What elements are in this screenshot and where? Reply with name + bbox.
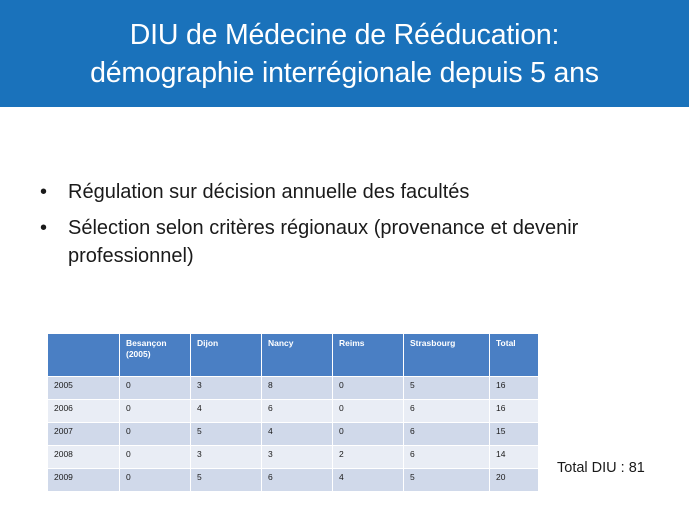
- table-cell: 2005: [48, 377, 120, 400]
- table-cell: 14: [490, 446, 539, 469]
- table-cell: 4: [262, 423, 333, 446]
- bullet-text: Régulation sur décision annuelle des facultés: [68, 181, 470, 203]
- header-cell-besancon: Besançon (2005): [120, 334, 191, 377]
- bullet-text: Sélection selon critères régionaux (provenance et devenir professionnel): [68, 217, 579, 267]
- table-row: [48, 377, 539, 400]
- bullet-dot-icon: •: [40, 181, 48, 203]
- title-bar: [0, 0, 689, 107]
- table-cell: 0: [333, 400, 404, 423]
- table-cell: 0: [120, 400, 191, 423]
- table-cell: 0: [333, 377, 404, 400]
- header-cell-reims: Reims: [333, 334, 404, 377]
- table-cell: 6: [262, 469, 333, 492]
- table-cell: 3: [191, 377, 262, 400]
- demography-table: [47, 333, 539, 492]
- table-header-row: [48, 334, 539, 377]
- table-cell: 3: [191, 446, 262, 469]
- table-cell: 6: [404, 423, 490, 446]
- table-cell: 8: [262, 377, 333, 400]
- bullet-list: [40, 178, 660, 278]
- table-cell: 6: [404, 400, 490, 423]
- slide-title-line-2: démographie interrégionale depuis 5 ans: [90, 56, 599, 89]
- header-cell-dijon: Dijon: [191, 334, 262, 377]
- table-cell: 16: [490, 400, 539, 423]
- total-diu-label: Total DIU : 81: [557, 460, 645, 476]
- table-cell: 0: [120, 446, 191, 469]
- table-cell: 5: [404, 377, 490, 400]
- table-cell: 20: [490, 469, 539, 492]
- table-row: [48, 423, 539, 446]
- table-cell: 6: [262, 400, 333, 423]
- header-cell-nancy: Nancy: [262, 334, 333, 377]
- table-cell: 2007: [48, 423, 120, 446]
- table-cell: 0: [120, 423, 191, 446]
- table-cell: 16: [490, 377, 539, 400]
- table-cell: 4: [333, 469, 404, 492]
- table-cell: 5: [404, 469, 490, 492]
- table-row: [48, 446, 539, 469]
- header-cell-total: Total: [490, 334, 539, 377]
- table-cell: 6: [404, 446, 490, 469]
- bullet-item: [40, 178, 660, 206]
- table-cell: 2: [333, 446, 404, 469]
- bullet-dot-icon: •: [40, 217, 48, 239]
- table-cell: 0: [120, 469, 191, 492]
- table-row: [48, 400, 539, 423]
- table-cell: 0: [120, 377, 191, 400]
- header-cell-strasbourg: Strasbourg: [404, 334, 490, 377]
- table-cell: 2009: [48, 469, 120, 492]
- table-cell: 3: [262, 446, 333, 469]
- table-row: [48, 469, 539, 492]
- table-cell: 2008: [48, 446, 120, 469]
- slide-title-line-1: DIU de Médecine de Rééducation:: [129, 18, 560, 51]
- table-cell: 5: [191, 423, 262, 446]
- bullet-item: [40, 214, 660, 270]
- table-cell: 15: [490, 423, 539, 446]
- table-cell: 5: [191, 469, 262, 492]
- table-cell: 0: [333, 423, 404, 446]
- table-cell: 2006: [48, 400, 120, 423]
- table-cell: 4: [191, 400, 262, 423]
- header-cell-year: [48, 334, 120, 377]
